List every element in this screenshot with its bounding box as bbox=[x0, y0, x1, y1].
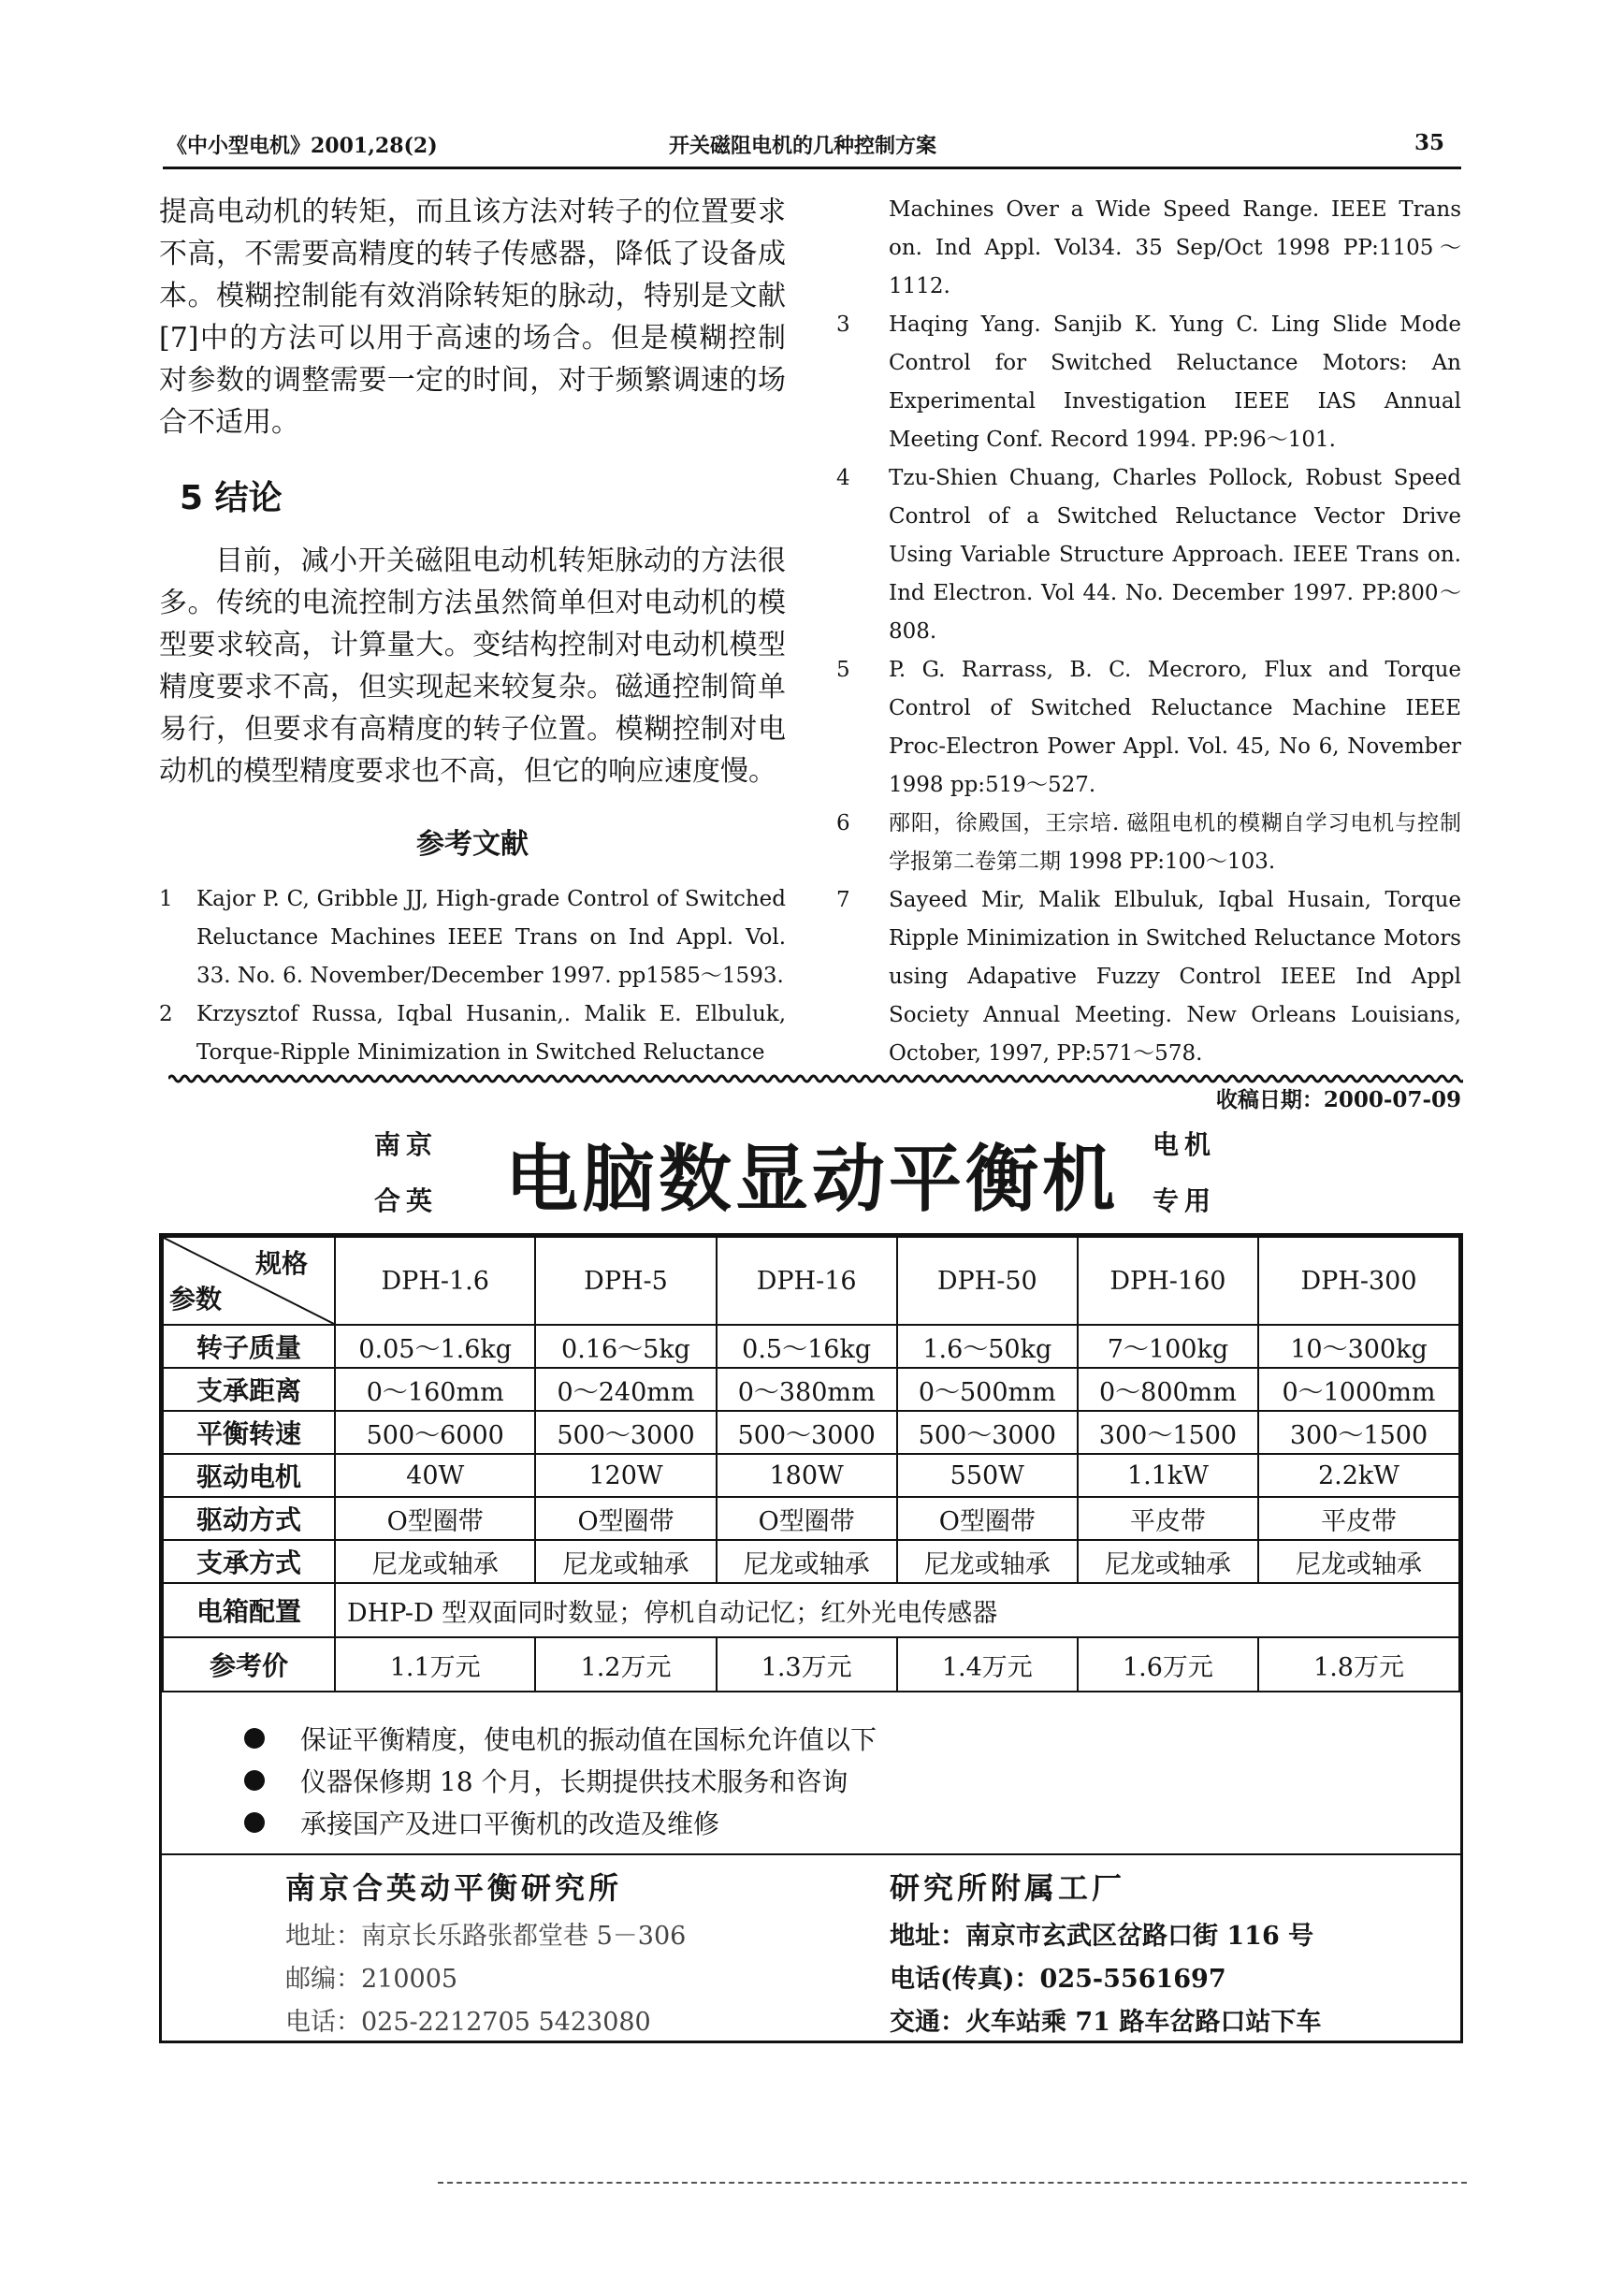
feature-item bbox=[162, 1717, 1460, 1759]
feature-list bbox=[162, 1717, 1460, 1843]
table-cell: 尼龙或轴承 bbox=[335, 1540, 535, 1583]
table-row bbox=[163, 1637, 1459, 1692]
table-cell: 0.05～1.6kg bbox=[335, 1325, 535, 1368]
table-cell: O型圈带 bbox=[535, 1497, 716, 1540]
section-heading: 5 结论 bbox=[180, 479, 283, 517]
table-cell: 120W bbox=[535, 1454, 716, 1497]
row-label: 平衡转速 bbox=[163, 1411, 335, 1454]
wavy-separator bbox=[168, 1072, 1463, 1085]
page-number: 35 bbox=[1414, 130, 1445, 155]
row-label: 电箱配置 bbox=[163, 1583, 335, 1637]
table-cell: 40W bbox=[335, 1454, 535, 1497]
table-cell: 1.6～50kg bbox=[897, 1325, 1078, 1368]
price-cell: 1.4万元 bbox=[897, 1637, 1078, 1692]
table-cell: 500～3000 bbox=[535, 1411, 716, 1454]
table-cell: 尼龙或轴承 bbox=[1078, 1540, 1258, 1583]
table-cell: O型圈带 bbox=[717, 1497, 897, 1540]
advertisement-box bbox=[159, 1233, 1463, 2043]
feature-text: 保证平衡精度，使电机的振动值在国标允许值以下 bbox=[300, 1723, 877, 1755]
table-cell: 500～3000 bbox=[897, 1411, 1078, 1454]
conclusion-paragraph: 目前，减小开关磁阻电动机转矩脉动的方法很多。传统的电流控制方法虽然简单但对电动机的模型要求较高，计算量大。变结构控制对电动机模型精度要求不高，但实现起来较复杂。磁通控制简单易行，但要求有高精度的转子位置。模糊控制对电动机的模型精度要求也不高，但它的响应速度慢。 bbox=[159, 545, 786, 788]
reference-item bbox=[159, 995, 786, 1072]
table-cell: 1.1kW bbox=[1078, 1454, 1258, 1497]
row-label: 参考价 bbox=[163, 1637, 335, 1692]
table-cell: 180W bbox=[717, 1454, 897, 1497]
corner-spec-label: 规格 bbox=[254, 1248, 308, 1279]
left-column bbox=[159, 191, 786, 1072]
ad-tag-top: 电机 bbox=[1153, 1129, 1217, 1160]
reference-text: Krzysztof Russa, Iqbal Husanin,. Malik E. Elbuluk, Torque-Ripple Minimization in Switched Reluctance bbox=[196, 1002, 786, 1065]
factory-name: 研究所附属工厂 bbox=[890, 1870, 1126, 1906]
table-row bbox=[163, 1325, 1459, 1368]
reference-number-blank bbox=[836, 191, 889, 306]
divider bbox=[162, 1853, 1460, 1855]
table-cell: 0.5～16kg bbox=[717, 1325, 897, 1368]
reference-number: 6 bbox=[836, 811, 850, 835]
table-row bbox=[163, 1540, 1459, 1583]
reference-text: Machines Over a Wide Speed Range. IEEE Trans on. Ind Appl. Vol34. 35 Sep/Oct 1998 PP:1105～1112. bbox=[889, 197, 1461, 298]
table-cell: 尼龙或轴承 bbox=[897, 1540, 1078, 1583]
model-header: DPH-16 bbox=[717, 1237, 897, 1325]
reference-item bbox=[836, 459, 1461, 651]
table-cell: O型圈带 bbox=[897, 1497, 1078, 1540]
bottom-dashed-rule bbox=[438, 2182, 1467, 2184]
reference-item bbox=[159, 880, 786, 995]
reference-number: 7 bbox=[836, 888, 850, 912]
reference-number: 1 bbox=[159, 887, 173, 911]
table-cell: 7～100kg bbox=[1078, 1325, 1258, 1368]
institute-phone: 电话：025-2212705 5423080 bbox=[285, 2008, 651, 2037]
ad-brand-bottom: 合英 bbox=[374, 1185, 439, 1216]
bullet-dot-icon bbox=[244, 1728, 265, 1749]
row-label: 支承方式 bbox=[163, 1540, 335, 1583]
institute-contact bbox=[285, 1915, 686, 2044]
table-cell: 0～380mm bbox=[717, 1368, 897, 1411]
table-cell: 300～1500 bbox=[1078, 1411, 1258, 1454]
reference-number: 3 bbox=[836, 312, 850, 337]
price-cell: 1.1万元 bbox=[335, 1637, 535, 1692]
table-cell: 500～6000 bbox=[335, 1411, 535, 1454]
body-paragraph: 提高电动机的转矩，而且该方法对转子的位置要求不高，不需要高精度的转子传感器，降低了设备成本。模糊控制能有效消除转矩的脉动，特别是文献[7]中的方法可以用于高速的场合。但是模糊控制对参数的调整需要一定的时间，对于频繁调速的场合不适用。 bbox=[159, 196, 786, 439]
reference-text: Haqing Yang. Sanjib K. Yung C. Ling Slide Mode Control for Switched Reluctance Motors: An Experimental Investigation IEEE IAS Annual Meeting Conf. Record 1994. PP:96～101. bbox=[889, 312, 1461, 452]
ad-tag-bottom: 专用 bbox=[1153, 1185, 1217, 1216]
factory-traffic: 交通：火车站乘 71 路车岔路口站下车 bbox=[890, 2008, 1322, 2037]
table-row bbox=[163, 1411, 1459, 1454]
row-label: 驱动电机 bbox=[163, 1454, 335, 1497]
model-header: DPH-1.6 bbox=[335, 1237, 535, 1325]
table-row bbox=[163, 1454, 1459, 1497]
model-header: DPH-5 bbox=[535, 1237, 716, 1325]
table-cell: 550W bbox=[897, 1454, 1078, 1497]
table-row bbox=[163, 1583, 1459, 1637]
model-header: DPH-160 bbox=[1078, 1237, 1258, 1325]
bullet-dot-icon bbox=[244, 1812, 265, 1833]
reference-text: Tzu-Shien Chuang, Charles Pollock, Robust Speed Control of a Switched Reluctance Vector Drive Using Variable Structure Approach. IEEE Trans on. Ind Electron. Vol 44. No. December 1997. PP:800～808. bbox=[889, 466, 1461, 644]
reference-text: Kajor P. C, Gribble JJ, High-grade Control of Switched Reluctance Machines IEEE Trans on Ind Appl. Vol. 33. No. 6. November/December 1997. pp1585～1593. bbox=[196, 887, 786, 988]
table-cell: O型圈带 bbox=[335, 1497, 535, 1540]
model-header: DPH-300 bbox=[1258, 1237, 1459, 1325]
running-title: 开关磁阻电机的几种控制方案 bbox=[669, 134, 937, 158]
reference-item bbox=[836, 881, 1461, 1073]
reference-text: P. G. Rarrass, B. C. Mecroro, Flux and Torque Control of Switched Reluctance Machine IEEE Proc-Electron Power Appl. Vol. 45, No 6, November 1998 pp:519～527. bbox=[889, 658, 1461, 797]
feature-item bbox=[162, 1801, 1460, 1843]
table-row bbox=[163, 1368, 1459, 1411]
row-label: 转子质量 bbox=[163, 1325, 335, 1368]
reference-number: 5 bbox=[836, 658, 850, 682]
table-header-row bbox=[163, 1237, 1459, 1325]
reference-text: Sayeed Mir, Malik Elbuluk, Iqbal Husain, Torque Ripple Minimization in Switched Reluctance Motors using Adapative Fuzzy Control IEEE Ind Appl Society Annual Meeting. New Orleans Louisians, October, 1997, PP:571～578. bbox=[889, 888, 1461, 1066]
factory-contact bbox=[890, 1915, 1321, 2044]
reference-item bbox=[836, 805, 1461, 881]
model-header: DPH-50 bbox=[897, 1237, 1078, 1325]
references-title: 参考文献 bbox=[416, 828, 529, 861]
price-cell: 1.8万元 bbox=[1258, 1637, 1459, 1692]
table-cell: 10～300kg bbox=[1258, 1325, 1459, 1368]
table-cell: 300～1500 bbox=[1258, 1411, 1459, 1454]
table-cell: 0～800mm bbox=[1078, 1368, 1258, 1411]
feature-text: 承接国产及进口平衡机的改造及维修 bbox=[300, 1808, 720, 1839]
table-cell: 0～240mm bbox=[535, 1368, 716, 1411]
table-cell-merged: DHP-D 型双面同时数显；停机自动记忆；红外光电传感器 bbox=[335, 1583, 1459, 1637]
ad-brand-top: 南京 bbox=[374, 1129, 439, 1160]
corner-cell bbox=[163, 1237, 335, 1325]
table-cell: 0～1000mm bbox=[1258, 1368, 1459, 1411]
bullet-dot-icon bbox=[244, 1770, 265, 1791]
institute-name: 南京合英动平衡研究所 bbox=[285, 1870, 623, 1906]
ad-title: 电脑数显动平衡机 bbox=[505, 1138, 1120, 1222]
feature-text: 仪器保修期 18 个月，长期提供技术服务和咨询 bbox=[300, 1765, 848, 1797]
institute-postcode: 邮编：210005 bbox=[285, 1965, 458, 1994]
price-cell: 1.3万元 bbox=[717, 1637, 897, 1692]
table-cell: 0.16～5kg bbox=[535, 1325, 716, 1368]
row-label: 支承距离 bbox=[163, 1368, 335, 1411]
journal-citation: 《中小型电机》2001,28(2) bbox=[167, 134, 438, 158]
reference-number: 4 bbox=[836, 466, 850, 490]
table-cell: 0～160mm bbox=[335, 1368, 535, 1411]
table-cell: 尼龙或轴承 bbox=[1258, 1540, 1459, 1583]
received-date: 收稿日期：2000-07-09 bbox=[1215, 1087, 1461, 1112]
table-cell: 尼龙或轴承 bbox=[535, 1540, 716, 1583]
table-cell: 尼龙或轴承 bbox=[717, 1540, 897, 1583]
header-rule bbox=[163, 167, 1461, 169]
table-cell: 2.2kW bbox=[1258, 1454, 1459, 1497]
table-cell: 0～500mm bbox=[897, 1368, 1078, 1411]
right-column bbox=[836, 191, 1461, 1113]
institute-address: 地址：南京长乐路张都堂巷 5－306 bbox=[285, 1922, 687, 1951]
price-cell: 1.6万元 bbox=[1078, 1637, 1258, 1692]
spec-table bbox=[162, 1236, 1460, 1692]
reference-number: 2 bbox=[159, 1002, 173, 1026]
table-row bbox=[163, 1497, 1459, 1540]
reference-item bbox=[836, 306, 1461, 459]
row-label: 驱动方式 bbox=[163, 1497, 335, 1540]
table-cell: 平皮带 bbox=[1078, 1497, 1258, 1540]
table-cell: 平皮带 bbox=[1258, 1497, 1459, 1540]
price-cell: 1.2万元 bbox=[535, 1637, 716, 1692]
reference-item bbox=[836, 651, 1461, 805]
feature-item bbox=[162, 1759, 1460, 1801]
table-cell: 500～3000 bbox=[717, 1411, 897, 1454]
reference-text: 邴阳，徐殿国，王宗培. 磁阻电机的模糊自学习电机与控制学报第二卷第二期 1998 PP:100～103. bbox=[889, 811, 1461, 874]
reference-continuation bbox=[836, 191, 1461, 306]
factory-phone: 电话(传真)：025-5561697 bbox=[890, 1965, 1226, 1994]
corner-param-label: 参数 bbox=[169, 1284, 223, 1315]
factory-address: 地址：南京市玄武区岔路口街 116 号 bbox=[890, 1922, 1314, 1951]
